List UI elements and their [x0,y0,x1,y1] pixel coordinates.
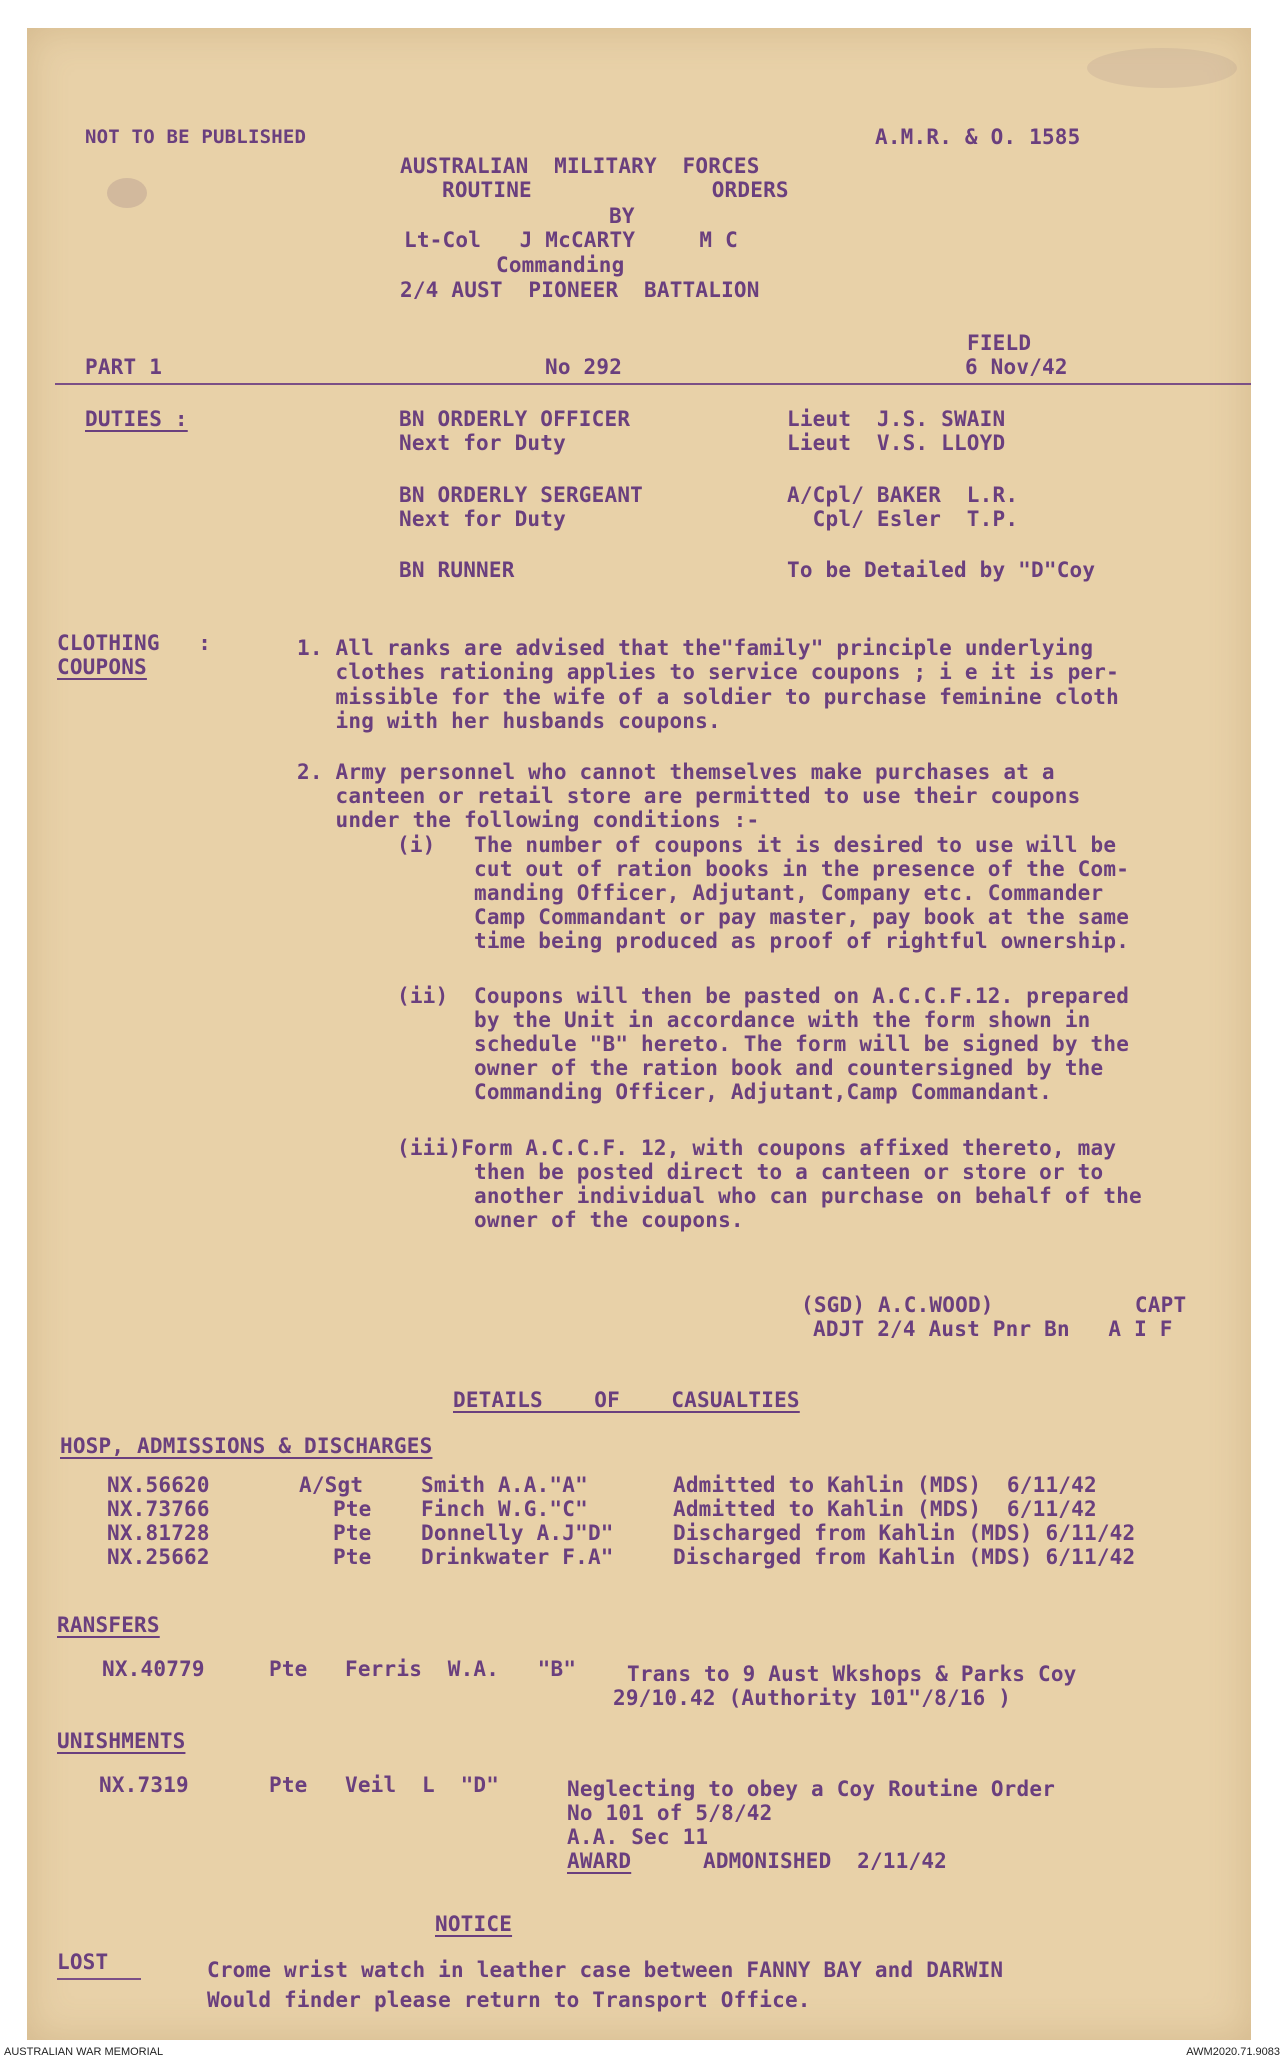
clothing-para2-line: canteen or retail store are permitted to use their coupons [297,784,1081,808]
hosp-name: Smith A.A."A" [421,1473,588,1497]
condition-ii-line: (ii) Coupons will then be pasted on A.C.C.F.12. prepared [397,984,1130,1008]
order-reference: A.M.R. & O. 1585 [875,125,1081,149]
footer-right: AWM2020.71.9083 [1186,2046,1280,2058]
transfer-service-number: NX.40779 [102,1657,205,1681]
header-divider [55,383,1251,385]
title-line-2: ROUTINE ORDERS [442,178,789,202]
coupons-label: COUPONS [57,655,147,679]
punishment-detail: Neglecting to obey a Coy Routine Order [567,1777,1056,1801]
duty-role: Next for Duty [399,431,566,455]
punishment-rank: Pte [269,1773,308,1797]
title-line-1: AUSTRALIAN MILITARY FORCES [400,154,760,178]
commanding: Commanding [496,253,625,277]
document-page [27,28,1251,2040]
hosp-section-label: HOSP, ADMISSIONS & DISCHARGES [60,1434,433,1458]
clothing-para2-line: 2. Army personnel who cannot themselves make purchases at a [297,760,1055,784]
hosp-detail: Admitted to Kahlin (MDS) 6/11/42 [673,1473,1097,1497]
transfers-label: RANSFERS [57,1613,160,1637]
condition-i-line: time being produced as proof of rightful ownership. [397,929,1130,953]
award-label: AWARD [567,1849,632,1873]
hosp-detail: Discharged from Kahlin (MDS) 6/11/42 [673,1545,1136,1569]
transfer-detail: Trans to 9 Aust Wkshops & Parks Coy [627,1662,1077,1686]
duty-name: A/Cpl/ BAKER L.R. [787,483,1019,507]
order-number: No 292 [545,355,623,379]
punishment-name: Veil L "D" [345,1773,500,1797]
duty-name: Lieut J.S. SWAIN [787,407,1006,431]
hosp-service-number: NX.56620 [107,1473,210,1497]
duty-name: Lieut V.S. LLOYD [787,431,1006,455]
condition-i-line: (i) The number of coupons it is desired to use will be [397,833,1117,857]
hosp-rank: Pte [333,1497,372,1521]
signature-line-1: (SGD) A.C.WOOD) CAPT [801,1293,1187,1317]
hosp-detail: Admitted to Kahlin (MDS) 6/11/42 [673,1497,1097,1521]
transfer-name: Ferris W.A. "B" [345,1657,577,1681]
condition-ii-line: schedule "B" hereto. The form will be signed by the [397,1032,1130,1056]
duty-role: Next for Duty [399,507,566,531]
punishment-service-number: NX.7319 [99,1773,189,1797]
condition-iii-line: another individual who can purchase on behalf of the [397,1184,1142,1208]
duty-name: Cpl/ Esler T.P. [787,507,1019,531]
field-label: FIELD [967,331,1032,355]
transfer-rank: Pte [269,1657,308,1681]
transfer-detail: 29/10.42 (Authority 101"/8/16 ) [613,1686,1012,1710]
commander: Lt-Col J McCARTY M C [404,228,738,252]
ink-smudge [107,178,147,208]
unit-name: 2/4 AUST PIONEER BATTALION [400,278,760,302]
clothing-para1-line: ing with her husbands coupons. [297,709,721,733]
hosp-rank: A/Sgt [299,1473,364,1497]
hosp-service-number: NX.81728 [107,1521,210,1545]
notice-title: NOTICE [435,1912,513,1936]
punishment-detail: A.A. Sec 11 [567,1825,709,1849]
condition-iii-line: owner of the coupons. [397,1208,744,1232]
clothing-para1-line: clothes rationing applies to service coupons ; i e it is per- [297,660,1119,684]
footer-left: AUSTRALIAN WAR MEMORIAL [4,2046,164,2058]
punishments-label: UNISHMENTS [57,1729,186,1753]
signature-line-2: ADJT 2/4 Aust Pnr Bn A I F [813,1317,1173,1341]
clothing-para2-line: under the following conditions :- [297,808,760,832]
notice-line-2: Would finder please return to Transport Office. [207,1988,811,2012]
hosp-rank: Pte [333,1545,372,1569]
condition-ii-line: owner of the ration book and countersigned by the [397,1056,1104,1080]
hosp-service-number: NX.25662 [107,1545,210,1569]
duty-role: BN RUNNER [399,558,515,582]
notice-line-1: Crome wrist watch in leather case between FANNY BAY and DARWIN [207,1958,1004,1982]
lost-label: LOST [57,1950,109,1974]
condition-ii-line: Commanding Officer, Adjutant,Camp Commandant. [397,1080,1052,1104]
hosp-service-number: NX.73766 [107,1497,210,1521]
hosp-name: Donnelly A.J"D" [421,1521,614,1545]
hosp-name: Drinkwater F.A" [421,1545,614,1569]
condition-iii-line: then be posted direct to a canteen or store or to [397,1160,1104,1184]
part-number: PART 1 [85,355,163,379]
order-date: 6 Nov/42 [965,355,1068,379]
condition-i-line: manding Officer, Adjutant, Company etc. Commander [397,881,1104,905]
lost-label-underline [57,1978,141,1980]
clothing-para1-line: 1. All ranks are advised that the"family" principle underlying [297,636,1094,660]
by-line: BY [609,204,635,228]
hosp-detail: Discharged from Kahlin (MDS) 6/11/42 [673,1521,1136,1545]
clothing-label: CLOTHING : [57,631,212,655]
not-to-be-published: NOT TO BE PUBLISHED [85,126,307,148]
duty-role: BN ORDERLY OFFICER [399,407,631,431]
casualties-title: DETAILS OF CASUALTIES [453,1388,800,1412]
duty-name: To be Detailed by "D"Coy [787,558,1096,582]
condition-iii-line: (iii)Form A.C.C.F. 12, with coupons affixed thereto, may [397,1136,1117,1160]
duty-role: BN ORDERLY SERGEANT [399,483,644,507]
ink-smudge [1087,48,1237,88]
hosp-name: Finch W.G."C" [421,1497,588,1521]
condition-i-line: cut out of ration books in the presence of the Com- [397,857,1130,881]
condition-ii-line: by the Unit in accordance with the form shown in [397,1008,1091,1032]
clothing-para1-line: missible for the wife of a soldier to purchase feminine cloth [297,685,1119,709]
condition-i-line: Camp Commandant or pay master, pay book at the same [397,905,1130,929]
duties-label: DUTIES : [85,407,188,431]
award-value: ADMONISHED 2/11/42 [703,1849,948,1873]
hosp-rank: Pte [333,1521,372,1545]
punishment-detail: No 101 of 5/8/42 [567,1801,773,1825]
